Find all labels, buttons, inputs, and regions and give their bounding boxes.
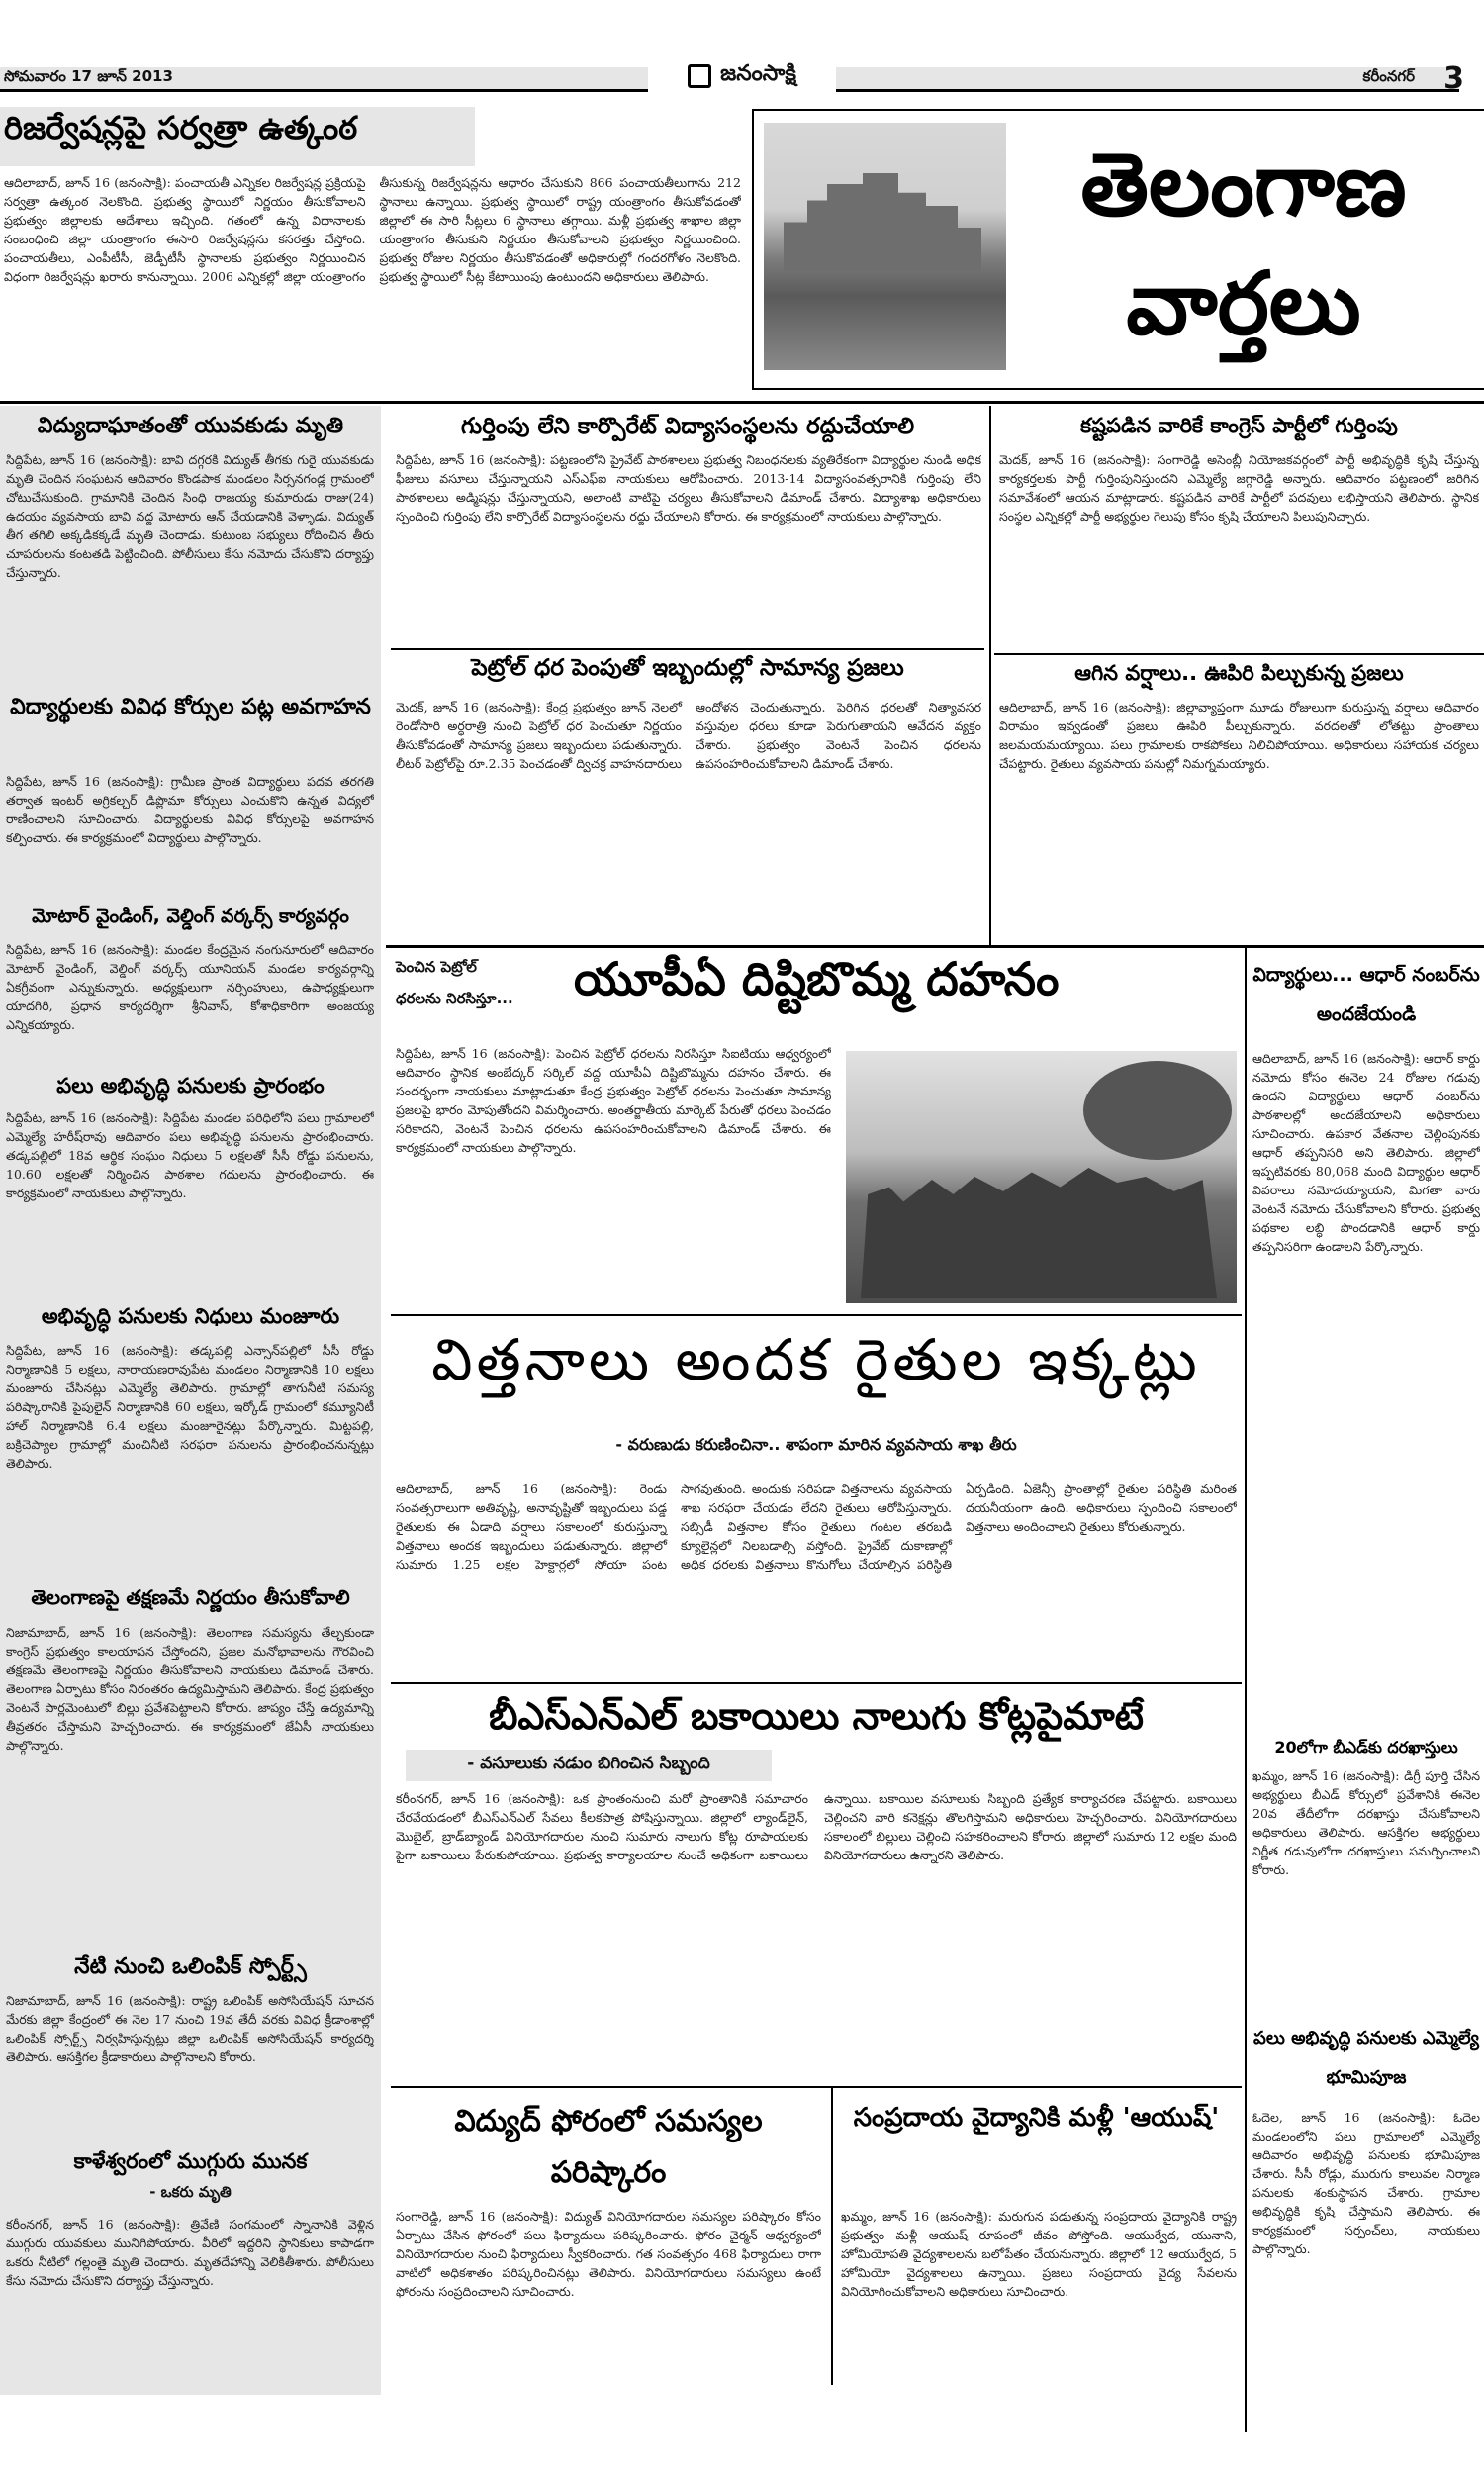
top-divider [0, 401, 1484, 404]
masthead-logo [653, 61, 831, 93]
funds-headline: అభివృద్ధి పనులకు నిధులు మంజూరు [41, 1304, 340, 1328]
tenders-body: ఖమ్మం, జూన్ 16 (జనంసాక్షి): డిగ్రీ పూర్తి చేసిన అభ్యర్థులు బీఎడ్ కోర్సులో ప్రవేశానికి ఈనెల 20వ తేదీలోగా దరఖాస్తు చేసుకోవాలని అధికారులు తెలిపారు. ఆసక్తిగల అభ్యర్థులు నిర్ణీత గడువులోగా దరఖాస్తులు సమర్పించాలని కోరారు. [1252, 1768, 1480, 1877]
bsnl-body: కరీంనగర్, జూన్ 16 (జనంసాక్షి): ఒక ప్రాంతంనుంచి మరో ప్రాంతానికి సమాచారం చేరవేయడంలో బీఎస్ఎన్ఎల్ సేవలు కీలకపాత్ర పోషిస్తున్నాయి. జిల్లాలో ల్యాండ్‌లైన్, మొబైల్, బ్రాడ్‌బ్యాండ్ వినియోగదారుల నుంచి సుమారు నాలుగు కోట్ల రూపాయలకు పైగా బకాయిలు పేరుకుపోయాయి. ప్రభుత్వ కార్యాలయాల నుంచే అధికంగా బకాయిలు ఉన్నాయి. బకాయిల వసూలుకు సిబ్బంది ప్రత్యేక కార్యాచరణ చేపట్టారు. బకాయిలు చెల్లించని వారి కనెక్షన్లు తొలగిస్తామని అధికారులు హెచ్చరించారు. వినియోగదారులు సకాలంలో బిల్లులు చెల్లించి సహకరించాలని కోరారు. జిల్లాలో సుమారు 12 లక్షల మంది వినియోగదారులు ఉన్నారని తెలిపారు. [396, 1791, 1237, 1862]
reservations-body: ఆదిలాబాద్, జూన్ 16 (జనంసాక్షి): పంచాయతీ ఎన్నికల రిజర్వేషన్ల ప్రక్రియపై సర్వత్రా ఉత్కంఠ నెలకొంది. ప్రభుత్వ స్థాయిలో నిర్ణయం తీసుకోవాలని ప్రభుత్వం జిల్లాలకు ఆదేశాలు ఇచ్చింది. గతంలో ఉన్న విధానాలకు సంబంధించి జిల్లా యంత్రాంగం ఈసారి రిజర్వేషన్లను కసరత్తు చేస్తోంది. పంచాయతీలు, ఎంపీటీసీ, జెడ్పీటీసీ స్థానాలకు ప్రభుత్వం నిర్ణయించిన విధంగా రిజర్వేషన్లు ఖరారు కానున్నాయి. 2006 ఎన్నికల్లో జిల్లా యంత్రాంగం తీసుకున్న రిజర్వేషన్లను ఆధారం చేసుకుని 866 పంచాయతీలుగాను 212 స్థానాలు ఉన్నాయి. ప్రభుత్వ స్థాయిలో రాష్ట్ర యంత్రాంగం తీసుకోవడంతో జిల్లాలో ఈ సారి సీట్లలు 6 స్థానాలు తగ్గాయి. మళ్లీ ప్రభుత్వ శాఖాల జిల్లా యంత్రాంగం తీసుకుని నిర్ణయం తీసుకోవాలని ప్రభుత్వం నిర్ణయించింది. ప్రభుత్వ రోజుల నిర్ణయం తీసుకొవడంతో అధికారుల్లో గందరగోళం నెలకొంది. ప్రభుత్వ స్థాయిలో సీట్ల కేటాయింపు ఉంటుందని అధికారులు తెలిపారు. [4, 175, 741, 284]
corporate-schools-body: సిద్దిపేట, జూన్ 16 (జనంసాక్షి): పట్టణంలోని ప్రైవేట్ పాఠశాలలు ప్రభుత్వ నిబంధనలకు వ్యతిరేకంగా విద్యార్థుల నుండి అధిక ఫీజులు వసూలు చేస్తున్నాయని ఎస్ఎఫ్ఐ నాయకులు ఆరోపించారు. 2013-14 విద్యాసంవత్సరానికి గుర్తింపు లేని పాఠశాలలు అడ్మిషన్లు చేస్తున్నాయని, అలాంటి వాటిపై చర్యలు తీసుకోవాలని డిమాండ్ చేశారు. విద్యాశాఖ అధికారులు స్పందించి గుర్తింపు లేని కార్పొరేట్ విద్యాసంస్థలను రద్దు చేయాలని కోరారు. ఈ కార్యక్రమంలో నాయకులు పాల్గొన్నారు. [396, 452, 981, 523]
tenders-headline: 20లోగా బీఎడ్‌కు దరఖాస్తులు [1274, 1738, 1458, 1757]
telangana-banner [752, 109, 1484, 390]
rains-headline: ఆగిన వర్షాలు.. ఊపిరి పిల్చుకున్న ప్రజలు [1074, 661, 1404, 685]
photo-trees [1083, 1061, 1232, 1160]
reservations-headline: రిజర్వేషన్లపై సర్వత్రా ఉత్కంఠ [4, 109, 358, 146]
page-number: 3 [1443, 61, 1464, 96]
photo-crowd [861, 1150, 1217, 1298]
bottom-col-divider [831, 2088, 833, 2385]
power-forum-body: సంగారెడ్డి, జూన్ 16 (జనంసాక్షి): విద్యుత్ వినియోగదారుల సమస్యల పరిష్కారం కోసం ఏర్పాటు చేసిన ఫోరంలో పలు ఫిర్యాదులు పరిష్కరించారు. ఫోరం చైర్మన్ ఆధ్వర్యంలో వినియోగదారుల నుంచి ఫిర్యాదులు స్వీకరించారు. గత సంవత్సరం 468 ఫిర్యాదులు రాగా వాటిలో అధికశాతం పరిష్కరించినట్లు తెలిపారు. వినియోగదారులు సమస్యలు ఉంటే ఫోరంను సంప్రదించాలని సూచించారు. [396, 2209, 821, 2299]
col-divider-right [1245, 948, 1247, 2432]
mla-works-body: ఓదెల, జూన్ 16 (జనంసాక్షి): ఓదెల మండలంలోని పలు గ్రామాలలో ఎమ్మెల్యే ఆదివారం అభివృద్ధి పనులకు భూమిపూజ చేశారు. సీసీ రోడ్లు, మురుగు కాలువల నిర్మాణ పనులకు శంకుస్థాపన చేశారు. గ్రామాల అభివృద్ధికి కృషి చేస్తామని తెలిపారు. ఈ కార్యక్రమంలో సర్పంచ్‌లు, నాయకులు పాల్గొన్నారు. [1252, 2110, 1480, 2256]
motor-headline: మోటార్ వైండింగ్, వెల్డింగ్ వర్కర్స్ కార్యవర్గం [32, 905, 349, 927]
aadhaar-body: ఆదిలాబాద్, జూన్ 16 (జనంసాక్షి): ఆధార్ కార్డు నమోదు కోసం ఈనెల 24 రోజుల గడువు ఉందని విద్యార్థులు ఆధార్ నంబర్‌ను పాఠశాలల్లో అందజేయాలని అధికారులు సూచించారు. ఉపకార వేతనాల చెల్లింపునకు ఆధార్ తప్పనిసరి అని తెలిపారు. జిల్లాలో ఇప్పటివరకు 80,068 మంది విద్యార్థుల ఆధార్ వివరాలు నమోదయ్యాయని, మిగతా వారు వెంటనే నమోదు చేసుకోవాలని కోరారు. ప్రభుత్వ పథకాల లబ్ధి పొందడానికి ఆధార్ కార్డు తప్పనిసరిగా ఉండాలని పేర్కొన్నారు. [1252, 1051, 1480, 1254]
aadhaar-headline: విద్యార్థులు... ఆధార్ నంబర్‌ను అందజేయండి [1252, 964, 1480, 1025]
telangana-decision-headline: తెలంగాణపై తక్షణమే నిర్ణయం తీసుకోవాలి [31, 1585, 350, 1609]
effigy-kicker-2: ధరలను నిరసిస్తూ... [396, 990, 513, 1007]
seeds-top-rule [391, 1314, 1242, 1316]
power-forum-headline: విద్యుద్ ఫోరంలో సమస్యల పరిష్కారం [454, 2104, 763, 2190]
motor-body: సిద్దిపేట, జూన్ 16 (జనంసాక్షి): మండల కేంద్రమైన నంగునూరులో ఆదివారం మోటార్ వైండింగ్, వెల్డింగ్ వర్కర్స్ యూనియన్ మండల కార్యవర్గాన్ని ఏకగ్రీవంగా ఎన్నుకున్నారు. అధ్యక్షులుగా నర్సింహులు, ఉపాధ్యక్షులుగా యాదగిరి, ప్రధాన కార్యదర్శిగా శ్రీనివాస్, కోశాధికారిగా అంజయ్య ఎన్నికయ్యారు. [6, 942, 374, 1032]
bsnl-top-rule [391, 1682, 1242, 1684]
middle-divider [386, 945, 1484, 948]
corporate-schools-headline: గుర్తింపు లేని కార్పొరేట్ విద్యాసంస్థలను రద్దుచేయాలి [460, 414, 915, 439]
mla-works-headline: పలు అభివృద్ధి పనులకు ఎమ్మెల్యే భూమిపూజ [1253, 2028, 1479, 2088]
olympics-body: నిజామాబాద్, జూన్ 16 (జనంసాక్షి): రాష్ట్ర ఒలింపిక్ అసోసియేషన్ సూచన మేరకు జిల్లా కేంద్రంలో ఈ నెల 17 నుంచి 19వ తేదీ వరకు వివిధ క్రీడాంశాల్లో ఒలింపిక్ స్పోర్ట్స్ నిర్వహిస్తున్నట్లు జిల్లా ఒలింపిక్ అసోసియేషన్ కార్యదర్శి తెలిపారు. ఆసక్తిగల క్రీడాకారులు పాల్గొనాలని కోరారు. [6, 1993, 374, 2064]
center-rule-1 [391, 648, 984, 650]
petrol-body: మెదక్, జూన్ 16 (జనంసాక్షి): కేంద్ర ప్రభుత్వం జూన్ నెలలో రెండోసారి అర్ధరాత్రి నుంచి పెట్రోల్ ధర పెంచుతూ నిర్ణయం తీసుకోవడంతో సామాన్య ప్రజలు ఇబ్బందులు పడుతున్నారు. లీటర్ పెట్రోల్‌పై రూ.2.35 పెంచడంతో ద్విచక్ర వాహనదారులు ఆందోళన చెందుతున్నారు. పెరిగిన ధరలతో నిత్యావసర వస్తువుల ధరలు కూడా పెరుగుతాయని ఆవేదన వ్యక్తం చేశారు. ప్రభుత్వం వెంటనే పెంచిన ధరలను ఉపసంహరించుకోవాలని డిమాండ్ చేశారు. [396, 700, 981, 771]
petrol-headline: పెట్రోల్ ధర పెంపుతో ఇబ్బందుల్లో సామాన్య ప్రజలు [471, 655, 904, 681]
congress-headline: కష్టపడిన వారికే కాంగ్రెస్ పార్టీలో గుర్తింపు [1080, 414, 1398, 437]
drowning-subtitle: - ఒకరు మృతి [149, 2183, 232, 2201]
effigy-photo [846, 1051, 1237, 1303]
masthead-date: సోమవారం 17 జూన్ 2013 [4, 67, 173, 85]
fort-silhouette [784, 162, 981, 271]
ayush-headline: సంప్రదాయ వైద్యానికి మళ్లీ 'ఆయుష్' [853, 2103, 1220, 2133]
masthead-city: కరీంనగర్ [1362, 67, 1415, 85]
effigy-kicker-1: పెంచిన పెట్రోల్ [396, 958, 477, 976]
rains-body: ఆదిలాబాద్, జూన్ 16 (జనంసాక్షి): జిల్లావ్యాప్తంగా మూడు రోజులుగా కురుస్తున్న వర్షాలు ఆదివారం విరామం ఇవ్వడంతో ప్రజలు ఊపిరి పీల్చుకున్నారు. వరదలతో లోతట్టు ప్రాంతాలు జలమయమయ్యాయి. పలు గ్రామాలకు రాకపోకలు నిలిచిపోయాయి. అధికారులు సహాయక చర్యలు చేపట్టారు. రైతులు వ్యవసాయ పనుల్లో నిమగ్నమయ్యారు. [999, 700, 1479, 771]
drowning-body: కరీంనగర్, జూన్ 16 (జనంసాక్షి): త్రివేణి సంగమంలో స్నానానికి వెళ్లిన ముగ్గురు యువకులు మునిగిపోయారు. వీరిలో ఇద్దరిని స్థానికులు కాపాడగా ఒకరు నీటిలో గల్లంతై మృతి చెందారు. మృతదేహాన్ని వెలికితీశారు. పోలీసులు కేసు నమోదు చేసుకొని దర్యాప్తు చేస్తున్నారు. [6, 2217, 374, 2288]
col-divider-mid [989, 406, 991, 945]
bsnl-headline: బీఎస్ఎన్ఎల్ బకాయిలు నాలుగు కోట్లపైమాటే [489, 1694, 1144, 1738]
effigy-body: సిద్దిపేట, జూన్ 16 (జనంసాక్షి): పెంచిన పెట్రోల్ ధరలను నిరసిస్తూ సిఐటియు ఆధ్వర్యంలో ఆదివారం స్థానిక అంబేద్కర్ సర్కిల్ వద్ద యూపీఏ దిష్టిబొమ్మను దహనం చేశారు. ఈ సందర్భంగా నాయకులు మాట్లాడుతూ కేంద్ర ప్రభుత్వం పెట్రోల్ ధరలను పెంచుతూ సామాన్య ప్రజలపై భారం మోపుతోందని విమర్శించారు. అంతర్జాతీయ మార్కెట్ పేరుతో ధరలు పెంచడం సరికాదని, వెంటనే పెంచిన ధరలను ఉపసంహరించుకోవాలని డిమాండ్ చేశారు. ఈ కార్యక్రమంలో నాయకులు పాల్గొన్నారు. [396, 1046, 831, 1155]
seeds-headline: విత్తనాలు అందక రైతుల ఇక్కట్లు [431, 1326, 1201, 1393]
electrocution-headline: విద్యుదాఘాతంతో యువకుడు మృతి [37, 414, 344, 438]
electrocution-body: సిద్దిపేట, జూన్ 16 (జనంసాక్షి): బావి దగ్గరకి విద్యుత్ తీగకు గురై యువకుడు మృతి చెందిన సంఘటన ఆదివారం కొండపాక మండలం సిర్సనగండ్ల గ్రామంలో చోటుచేసుకుంది. గ్రామానికి చెందిన సింధి రాజయ్య కుమారుడు రాజు(24) ఉదయం వ్యవసాయ బావి వద్ద మోటారు ఆన్ చేయడానికి వెళ్ళాడు. విద్యుత్ తీగ తగిలి అక్కడికక్కడే మృతి చెందాడు. కుటుంబ సభ్యులు రోదించిన తీరు చూపరులను కంటతడి పెట్టించింది. పోలీసులు కేసు నమోదు చేసుకొని దర్యాప్తు చేస్తున్నారు. [6, 452, 374, 580]
devworks1-body: సిద్దిపేట, జూన్ 16 (జనంసాక్షి): సిద్దిపేట మండల పరిధిలోని పలు గ్రామాలలో ఎమ్మెల్యే హరీష్‌రావు ఆదివారం పలు అభివృద్ధి పనులను ప్రారంభించారు. తడ్కపల్లిలో 18వ ఆర్థిక సంఘం నిధులు 5 లక్షలతో సీసీ రోడ్డు పనులను, 10.60 లక్షలతో నిర్మించిన పాఠశాల గదులను ప్రారంభించారు. ఈ కార్యక్రమంలో నాయకులు పాల్గొన్నారు. [6, 1110, 374, 1200]
courses-headline: విద్యార్థులకు వివిధ కోర్సుల పట్ల అవగాహన [10, 695, 371, 719]
masthead [0, 61, 1484, 95]
courses-body: సిద్దిపేట, జూన్ 16 (జనంసాక్షి): గ్రామీణ ప్రాంత విద్యార్థులు పదవ తరగతి తర్వాత ఇంటర్ అగ్రికల్చర్ డిప్లొమా కోర్సులు ఎంచుకొని ఉన్నత విద్యలో రాణించాలని సూచించారు. విద్యార్థులకు వివిధ కోర్సులపై అవగాహన కల్పించారు. ఈ కార్యక్రమంలో విద్యార్థులు పాల్గొన్నారు. [6, 774, 374, 845]
ayush-body: ఖమ్మం, జూన్ 16 (జనంసాక్షి): మరుగున పడుతున్న సంప్రదాయ వైద్యానికి రాష్ట్ర ప్రభుత్వం మళ్లీ ఆయుష్ రూపంలో జీవం పోస్తోంది. ఆయుర్వేద, యునాని, హోమియోపతి వైద్యశాలలను బలోపేతం చేయనున్నారు. జిల్లాలో 12 ఆయుర్వేద, 5 హోమియో వైద్యశాలలు ఉన్నాయి. ప్రజలు సంప్రదాయ వైద్య సేవలను వినియోగించుకోవాలని అధికారులు సూచించారు. [841, 2209, 1237, 2299]
telangana-decision-body: నిజామాబాద్, జూన్ 16 (జనంసాక్షి): తెలంగాణ సమస్యను తేల్చకుండా కాంగ్రెస్ ప్రభుత్వం కాలయాపన చేస్తోందని, ప్రజల మనోభావాలను గౌరవించి తక్షణమే తెలంగాణపై నిర్ణయం తీసుకోవాలని నాయకులు డిమాండ్ చేశారు. తెలంగాణ ఏర్పాటు కోసం నిరంతరం ఉద్యమిస్తామని తెలిపారు. కేంద్ర ప్రభుత్వం వెంటనే పార్లమెంటులో బిల్లు ప్రవేశపెట్టాలని కోరారు. జాప్యం చేస్తే ఉద్యమాన్ని తీవ్రతరం చేస్తామని హెచ్చరించారు. ఈ కార్యక్రమంలో జేఏసీ నాయకులు పాల్గొన్నారు. [6, 1625, 374, 1753]
bottom-rule [391, 2086, 1242, 2088]
banner-line2: వార్తలు [1126, 252, 1361, 354]
olympics-headline: నేటి నుంచి ఒలింపిక్ స్పోర్ట్స్ [74, 1954, 307, 1979]
seeds-body: ఆదిలాబాద్, జూన్ 16 (జనంసాక్షి): రెండు సంవత్సరాలుగా అతివృష్టి, అనావృష్టితో ఇబ్బందులు పడ్డ రైతులకు ఈ ఏడాది వర్షాలు సకాలంలో కురుస్తున్నా విత్తనాలు అందక ఇబ్బందులు పడుతున్నారు. జిల్లాలో సుమారు 1.25 లక్షల హెక్టార్లలో సోయా పంట సాగవుతుంది. అందుకు సరిపడా విత్తనాలను వ్యవసాయ శాఖ సరఫరా చేయడం లేదని రైతులు ఆరోపిస్తున్నారు. సబ్సిడీ విత్తనాల కోసం రైతులు గంటల తరబడి క్యూలైన్లలో నిలబడాల్సి వస్తోంది. ప్రైవేట్ దుకాణాల్లో అధిక ధరలకు విత్తనాలు కొనుగోలు చేయాల్సిన పరిస్థితి ఏర్పడింది. ఏజెన్సీ ప్రాంతాల్లో రైతుల పరిస్థితి మరింత దయనీయంగా ఉంది. అధికారులు స్పందించి సకాలంలో విత్తనాలు అందించాలని రైతులు కోరుతున్నారు. [396, 1481, 1237, 1571]
paper-name: జనంసాక్షి [720, 61, 796, 86]
funds-body: సిద్దిపేట, జూన్ 16 (జనంసాక్షి): తడ్కపల్లి ఎన్సాన్‌పల్లిలో సీసీ రోడ్డు నిర్మాణానికి 5 లక్షలు, నారాయణరావుపేట మండలం నిర్మాణానికి 10 లక్షలు మంజూరు చేసినట్లు ఎమ్మెల్యే తెలిపారు. గ్రామాల్లో తాగునీటి సమస్య పరిష్కారానికి పైపులైన్ నిర్మాణానికి 60 లక్షలు, ఇర్కోడ్ గ్రామంలో కమ్యూనిటీ హాల్ నిర్మాణానికి 6.4 లక్షలు మంజూరైనట్లు పేర్కొన్నారు. మిట్టపల్లి, బక్రిచెప్యాల గ్రామాల్లో మంచినీటి సరఫరా పనులను ప్రారంభించనున్నట్లు తెలిపారు. [6, 1343, 374, 1471]
banner-line1: తెలంగాణ [1080, 134, 1407, 236]
drowning-headline: కాళేశ్వరంలో ముగ్గురు మునక [73, 2149, 308, 2173]
right-rule-1 [994, 653, 1484, 655]
bsnl-subtitle: - వసూలుకు నడుం బిగించిన సిబ్బంది [467, 1754, 710, 1773]
congress-body: మెదక్, జూన్ 16 (జనంసాక్షి): సంగారెడ్డి అసెంబ్లీ నియోజకవర్గంలో పార్టీ అభివృద్ధికి కృషి చేస్తున్న కార్యకర్తలకు పార్టీ గుర్తింపునిస్తుందని ఎమ్మెల్యే జగ్గారెడ్డి అన్నారు. ఆదివారం పట్టణంలో జరిగిన సమావేశంలో ఆయన మాట్లాడారు. కష్టపడిన వారికే పార్టీలో పదవులు లభిస్తాయని తెలిపారు. స్థానిక సంస్థల ఎన్నికల్లో పార్టీ అభ్యర్థుల గెలుపు కోసం కృషి చేయాలని పిలుపునిచ్చారు. [999, 452, 1479, 523]
devworks1-headline: పలు అభివృద్ధి పనులకు ప్రారంభం [56, 1074, 325, 1097]
logo-icon [688, 64, 711, 88]
seeds-subtitle: - వరుణుడు కరుణించినా.. శాపంగా మారిన వ్యవసాయ శాఖ తీరు [615, 1435, 1017, 1454]
golconda-photo [764, 123, 1006, 370]
effigy-headline: యూపీఏ దిష్టిబొమ్మ దహనం [574, 952, 1060, 1005]
